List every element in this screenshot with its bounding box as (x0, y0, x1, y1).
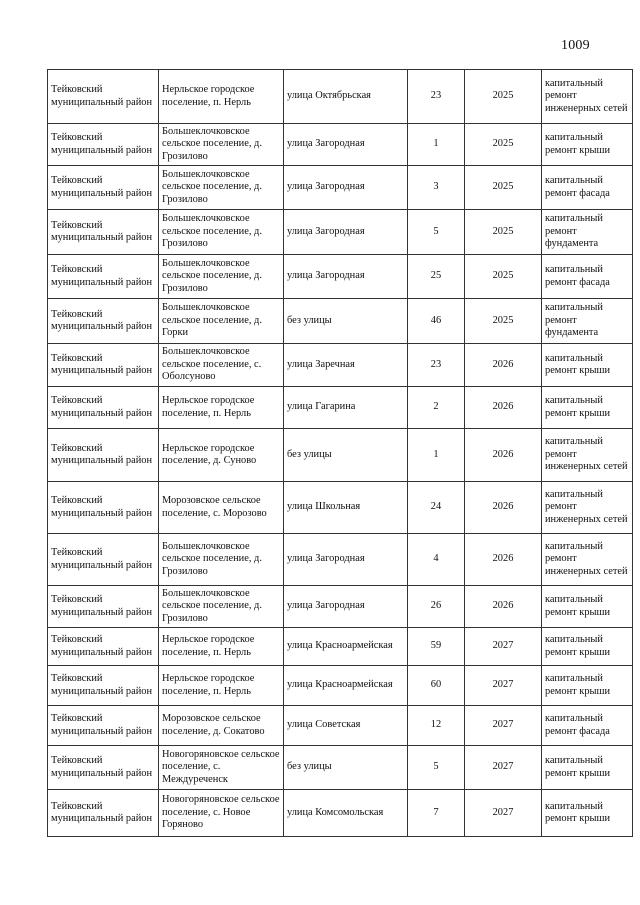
settlement-cell: Нерльское городское поселение, п. Нерль (159, 70, 284, 124)
year-cell: 2026 (465, 429, 542, 482)
page-number: 1009 (561, 38, 590, 53)
settlement-cell: Нерльское городское поселение, п. Нерль (159, 387, 284, 429)
district-cell: Тейковский муниципальный район (48, 628, 159, 666)
district-cell: Тейковский муниципальный район (48, 299, 159, 344)
table-row (48, 344, 633, 387)
table-row (48, 746, 633, 790)
district-cell: Тейковский муниципальный район (48, 344, 159, 387)
table-row (48, 628, 633, 666)
table-row (48, 429, 633, 482)
house-number-cell: 5 (408, 746, 465, 790)
year-cell: 2025 (465, 70, 542, 124)
settlement-cell: Большеклочковское сельское поселение, д. Грозилово (159, 166, 284, 210)
settlement-cell: Большеклочковское сельское поселение, с. Оболсуново (159, 344, 284, 387)
repair-schedule-table (47, 69, 633, 837)
district-cell: Тейковский муниципальный район (48, 482, 159, 534)
house-number-cell: 24 (408, 482, 465, 534)
street-cell: улица Загородная (284, 255, 408, 299)
work-type-cell: капитальный ремонт крыши (542, 344, 633, 387)
district-cell: Тейковский муниципальный район (48, 255, 159, 299)
table-row (48, 586, 633, 628)
table-row (48, 255, 633, 299)
year-cell: 2025 (465, 210, 542, 255)
district-cell: Тейковский муниципальный район (48, 70, 159, 124)
house-number-cell: 26 (408, 586, 465, 628)
work-type-cell: капитальный ремонт фасада (542, 706, 633, 746)
work-type-cell: капитальный ремонт фасада (542, 255, 633, 299)
table-row (48, 482, 633, 534)
street-cell: улица Комсомольская (284, 790, 408, 837)
district-cell: Тейковский муниципальный район (48, 429, 159, 482)
house-number-cell: 25 (408, 255, 465, 299)
street-cell: без улицы (284, 746, 408, 790)
house-number-cell: 2 (408, 387, 465, 429)
settlement-cell: Морозовское сельское поселение, с. Морозово (159, 482, 284, 534)
district-cell: Тейковский муниципальный район (48, 746, 159, 790)
street-cell: улица Загородная (284, 586, 408, 628)
district-cell: Тейковский муниципальный район (48, 387, 159, 429)
settlement-cell: Морозовское сельское поселение, д. Сокатово (159, 706, 284, 746)
year-cell: 2027 (465, 628, 542, 666)
street-cell: улица Октябрьская (284, 70, 408, 124)
settlement-cell: Большеклочковское сельское поселение, д. Грозилово (159, 586, 284, 628)
work-type-cell: капитальный ремонт фундамента (542, 210, 633, 255)
work-type-cell: капитальный ремонт инженерных сетей (542, 70, 633, 124)
year-cell: 2025 (465, 166, 542, 210)
district-cell: Тейковский муниципальный район (48, 534, 159, 586)
year-cell: 2027 (465, 666, 542, 706)
settlement-cell: Большеклочковское сельское поселение, д. Горки (159, 299, 284, 344)
table-row (48, 210, 633, 255)
year-cell: 2025 (465, 299, 542, 344)
work-type-cell: капитальный ремонт фундамента (542, 299, 633, 344)
work-type-cell: капитальный ремонт инженерных сетей (542, 534, 633, 586)
year-cell: 2025 (465, 124, 542, 166)
house-number-cell: 23 (408, 344, 465, 387)
district-cell: Тейковский муниципальный район (48, 210, 159, 255)
year-cell: 2027 (465, 706, 542, 746)
house-number-cell: 4 (408, 534, 465, 586)
house-number-cell: 3 (408, 166, 465, 210)
work-type-cell: капитальный ремонт крыши (542, 666, 633, 706)
work-type-cell: капитальный ремонт инженерных сетей (542, 482, 633, 534)
street-cell: улица Красноармейская (284, 666, 408, 706)
year-cell: 2026 (465, 534, 542, 586)
table-row (48, 166, 633, 210)
work-type-cell: капитальный ремонт крыши (542, 746, 633, 790)
house-number-cell: 23 (408, 70, 465, 124)
table-row (48, 666, 633, 706)
district-cell: Тейковский муниципальный район (48, 666, 159, 706)
year-cell: 2026 (465, 586, 542, 628)
year-cell: 2027 (465, 746, 542, 790)
street-cell: улица Заречная (284, 344, 408, 387)
district-cell: Тейковский муниципальный район (48, 790, 159, 837)
table-row (48, 299, 633, 344)
settlement-cell: Большеклочковское сельское поселение, д. Грозилово (159, 255, 284, 299)
table-row (48, 70, 633, 124)
street-cell: улица Гагарина (284, 387, 408, 429)
street-cell: улица Загородная (284, 124, 408, 166)
street-cell: без улицы (284, 429, 408, 482)
house-number-cell: 1 (408, 429, 465, 482)
settlement-cell: Новогоряновское сельское поселение, с. Междуреченск (159, 746, 284, 790)
table-row (48, 790, 633, 837)
table-row (48, 387, 633, 429)
work-type-cell: капитальный ремонт крыши (542, 124, 633, 166)
house-number-cell: 46 (408, 299, 465, 344)
house-number-cell: 60 (408, 666, 465, 706)
settlement-cell: Большеклочковское сельское поселение, д. Грозилово (159, 124, 284, 166)
work-type-cell: капитальный ремонт крыши (542, 387, 633, 429)
street-cell: улица Загородная (284, 166, 408, 210)
work-type-cell: капитальный ремонт крыши (542, 586, 633, 628)
district-cell: Тейковский муниципальный район (48, 586, 159, 628)
house-number-cell: 7 (408, 790, 465, 837)
street-cell: улица Загородная (284, 210, 408, 255)
year-cell: 2026 (465, 387, 542, 429)
work-type-cell: капитальный ремонт крыши (542, 628, 633, 666)
house-number-cell: 59 (408, 628, 465, 666)
year-cell: 2027 (465, 790, 542, 837)
year-cell: 2026 (465, 482, 542, 534)
settlement-cell: Большеклочковское сельское поселение, д. Грозилово (159, 210, 284, 255)
year-cell: 2025 (465, 255, 542, 299)
table-row (48, 124, 633, 166)
district-cell: Тейковский муниципальный район (48, 166, 159, 210)
table-row (48, 534, 633, 586)
work-type-cell: капитальный ремонт крыши (542, 790, 633, 837)
settlement-cell: Нерльское городское поселение, д. Суново (159, 429, 284, 482)
house-number-cell: 1 (408, 124, 465, 166)
district-cell: Тейковский муниципальный район (48, 124, 159, 166)
district-cell: Тейковский муниципальный район (48, 706, 159, 746)
street-cell: без улицы (284, 299, 408, 344)
table-row (48, 706, 633, 746)
house-number-cell: 5 (408, 210, 465, 255)
street-cell: улица Красноармейская (284, 628, 408, 666)
street-cell: улица Советская (284, 706, 408, 746)
year-cell: 2026 (465, 344, 542, 387)
house-number-cell: 12 (408, 706, 465, 746)
work-type-cell: капитальный ремонт инженерных сетей (542, 429, 633, 482)
settlement-cell: Новогоряновское сельское поселение, с. Новое Горяново (159, 790, 284, 837)
street-cell: улица Загородная (284, 534, 408, 586)
street-cell: улица Школьная (284, 482, 408, 534)
settlement-cell: Нерльское городское поселение, п. Нерль (159, 666, 284, 706)
settlement-cell: Нерльское городское поселение, п. Нерль (159, 628, 284, 666)
settlement-cell: Большеклочковское сельское поселение, д. Грозилово (159, 534, 284, 586)
work-type-cell: капитальный ремонт фасада (542, 166, 633, 210)
